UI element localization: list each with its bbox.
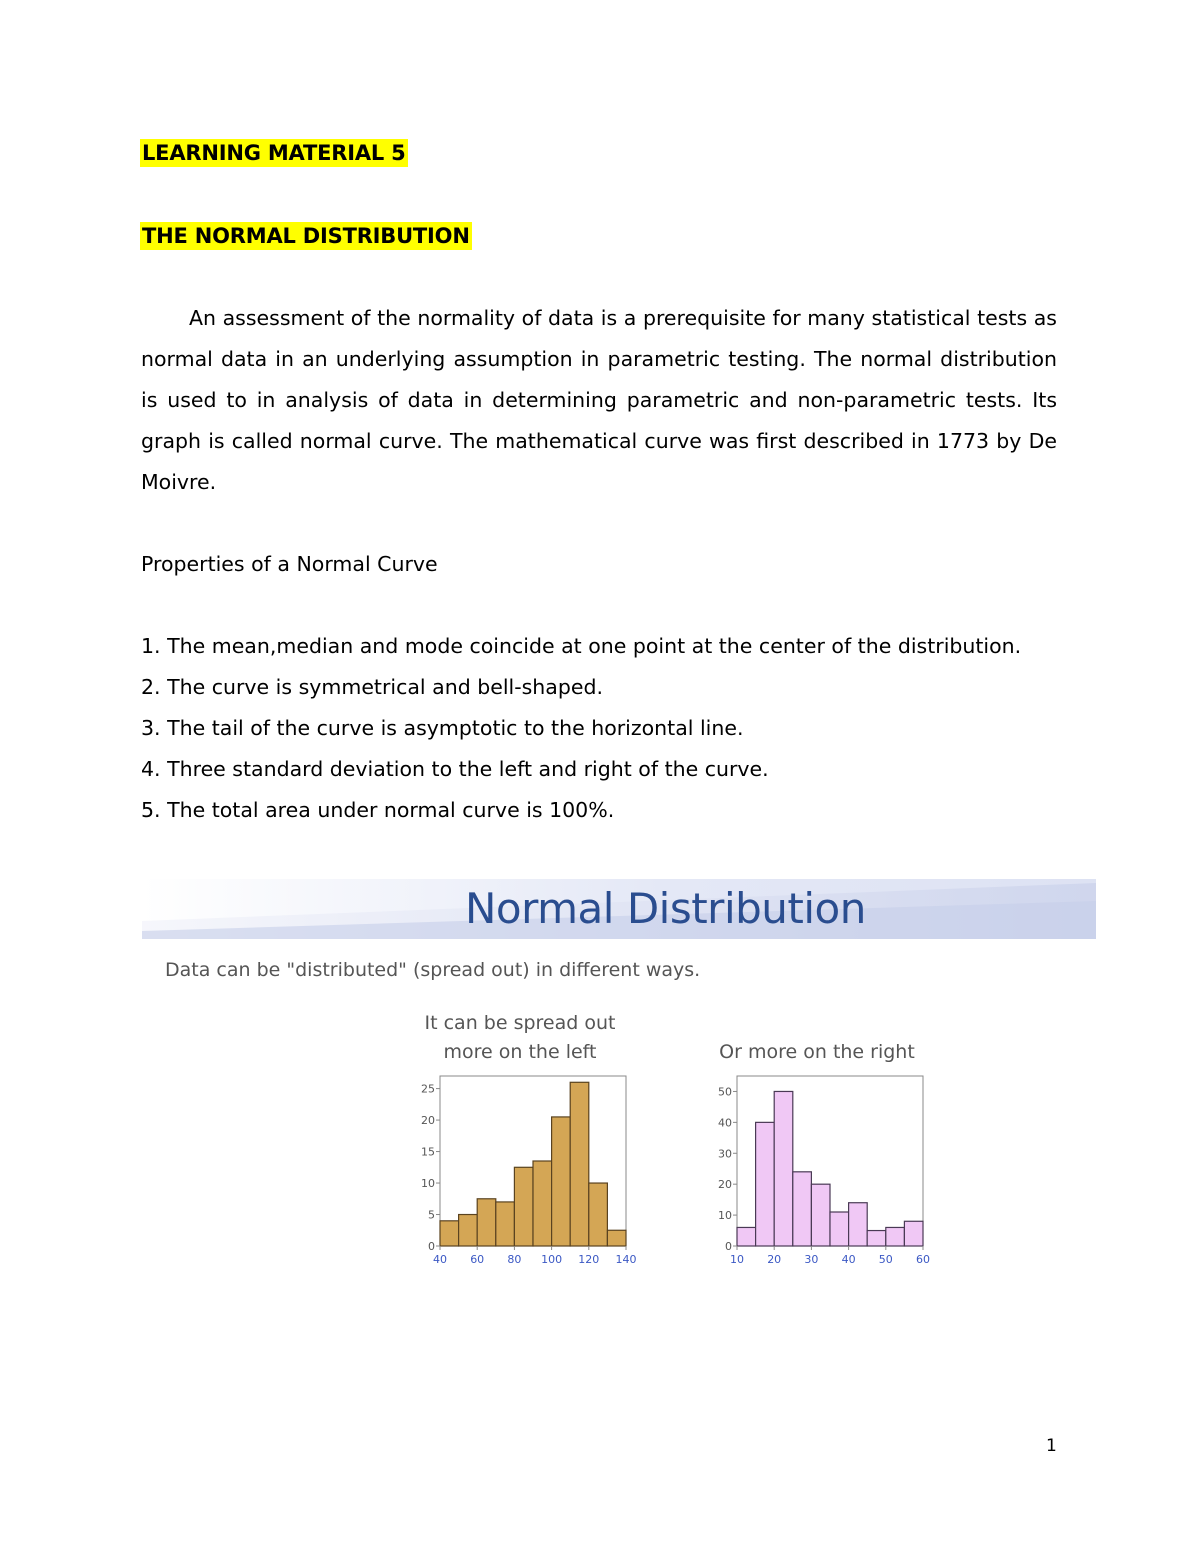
right-histogram-bar-7 bbox=[849, 1203, 868, 1246]
property-item-1: 1. The mean,median and mode coincide at one point at the center of the distribution. bbox=[141, 634, 1022, 658]
right-histogram-bar-6 bbox=[830, 1212, 849, 1246]
section-title: THE NORMAL DISTRIBUTION bbox=[142, 224, 470, 248]
left-histogram-y-tick-label-4: 15 bbox=[421, 1145, 435, 1159]
right-histogram-bar-8 bbox=[867, 1231, 886, 1246]
right-histogram-bar-4 bbox=[793, 1172, 812, 1246]
left-histogram-bar-2 bbox=[459, 1215, 478, 1246]
left-histogram-bar-10 bbox=[607, 1230, 626, 1246]
intro-paragraph-text: An assessment of the normality of data is a prerequisite for many statistical tests as normal data in an underlying assumption in parametric testing. The normal distribution is used to in analysis of data in determining parametric and non-parametric tests. Its graph is called normal curve. The mathematical curve was first described in 1773 by De Moivre. bbox=[141, 306, 1057, 494]
left-histogram-y-tick-label-1: 0 bbox=[428, 1240, 435, 1253]
right-histogram-y-tick-label-4: 30 bbox=[718, 1147, 732, 1161]
right-histogram-x-tick-label-5: 50 bbox=[878, 1253, 893, 1266]
right-histogram-x-tick-label-6: 60 bbox=[916, 1253, 930, 1266]
right-histogram-bar-10 bbox=[904, 1221, 923, 1246]
figure-banner bbox=[142, 879, 1096, 939]
right-histogram bbox=[705, 1070, 935, 1270]
left-histogram-x-tick-label-2: 60 bbox=[470, 1253, 485, 1266]
banner-title: Normal Distribution bbox=[465, 884, 866, 933]
right-histogram-y-tick-label-6: 50 bbox=[718, 1085, 732, 1099]
left-histogram-x-tick-label-3: 80 bbox=[507, 1253, 522, 1266]
left-chart-caption-line-2: more on the left bbox=[443, 1041, 597, 1063]
left-histogram-x-tick-label-4: 100 bbox=[541, 1253, 563, 1266]
intro-paragraph bbox=[141, 298, 1057, 503]
property-item-2: 2. The curve is symmetrical and bell-shaped. bbox=[141, 675, 604, 699]
right-chart-caption: Or more on the right bbox=[719, 1041, 915, 1063]
property-item-5: 5. The total area under normal curve is 100%. bbox=[141, 798, 615, 822]
page-number: 1 bbox=[1046, 1436, 1057, 1456]
property-item-3: 3. The tail of the curve is asymptotic to the horizontal line. bbox=[141, 716, 744, 740]
right-histogram-x-tick-label-3: 30 bbox=[804, 1253, 819, 1266]
left-histogram-x-tick-label-6: 140 bbox=[615, 1253, 637, 1266]
left-histogram bbox=[395, 1070, 655, 1270]
left-histogram-x-tick-label-5: 120 bbox=[578, 1253, 600, 1266]
right-histogram-y-tick-label-2: 10 bbox=[718, 1209, 732, 1223]
left-histogram-y-tick-label-5: 20 bbox=[421, 1114, 435, 1128]
left-histogram-bar-3 bbox=[477, 1199, 496, 1246]
right-histogram-bar-9 bbox=[886, 1227, 905, 1246]
left-histogram-bar-4 bbox=[496, 1202, 515, 1246]
right-histogram-bar-5 bbox=[811, 1184, 830, 1246]
left-histogram-bar-8 bbox=[570, 1082, 589, 1246]
left-histogram-bar-6 bbox=[533, 1161, 552, 1246]
right-histogram-x-tick-label-4: 40 bbox=[841, 1253, 856, 1266]
right-histogram-y-tick-label-1: 0 bbox=[725, 1240, 732, 1253]
document-heading: LEARNING MATERIAL 5 bbox=[142, 141, 406, 165]
left-histogram-bar-5 bbox=[514, 1167, 533, 1246]
left-histogram-y-tick-label-2: 5 bbox=[428, 1208, 435, 1222]
right-histogram-y-tick-label-3: 20 bbox=[718, 1178, 732, 1192]
right-histogram-bar-3 bbox=[774, 1091, 793, 1246]
left-histogram-bar-1 bbox=[440, 1221, 459, 1246]
left-chart-caption-line-1: It can be spread out bbox=[424, 1012, 616, 1034]
right-histogram-x-tick-label-2: 20 bbox=[767, 1253, 782, 1266]
property-item-4: 4. Three standard deviation to the left and right of the curve. bbox=[141, 757, 769, 781]
left-histogram-bar-7 bbox=[552, 1117, 571, 1246]
properties-title: Properties of a Normal Curve bbox=[141, 552, 438, 576]
right-histogram-x-tick-label-1: 10 bbox=[730, 1253, 744, 1266]
right-histogram-y-tick-label-5: 40 bbox=[718, 1116, 732, 1130]
left-histogram-bar-9 bbox=[589, 1183, 608, 1246]
left-histogram-y-tick-label-3: 10 bbox=[421, 1177, 435, 1191]
right-histogram-bar-1 bbox=[737, 1227, 756, 1246]
left-histogram-x-tick-label-1: 40 bbox=[433, 1253, 447, 1266]
right-histogram-bar-2 bbox=[756, 1122, 775, 1246]
figure-subtitle: Data can be "distributed" (spread out) in different ways. bbox=[165, 959, 701, 981]
left-histogram-y-tick-label-6: 25 bbox=[421, 1082, 435, 1096]
